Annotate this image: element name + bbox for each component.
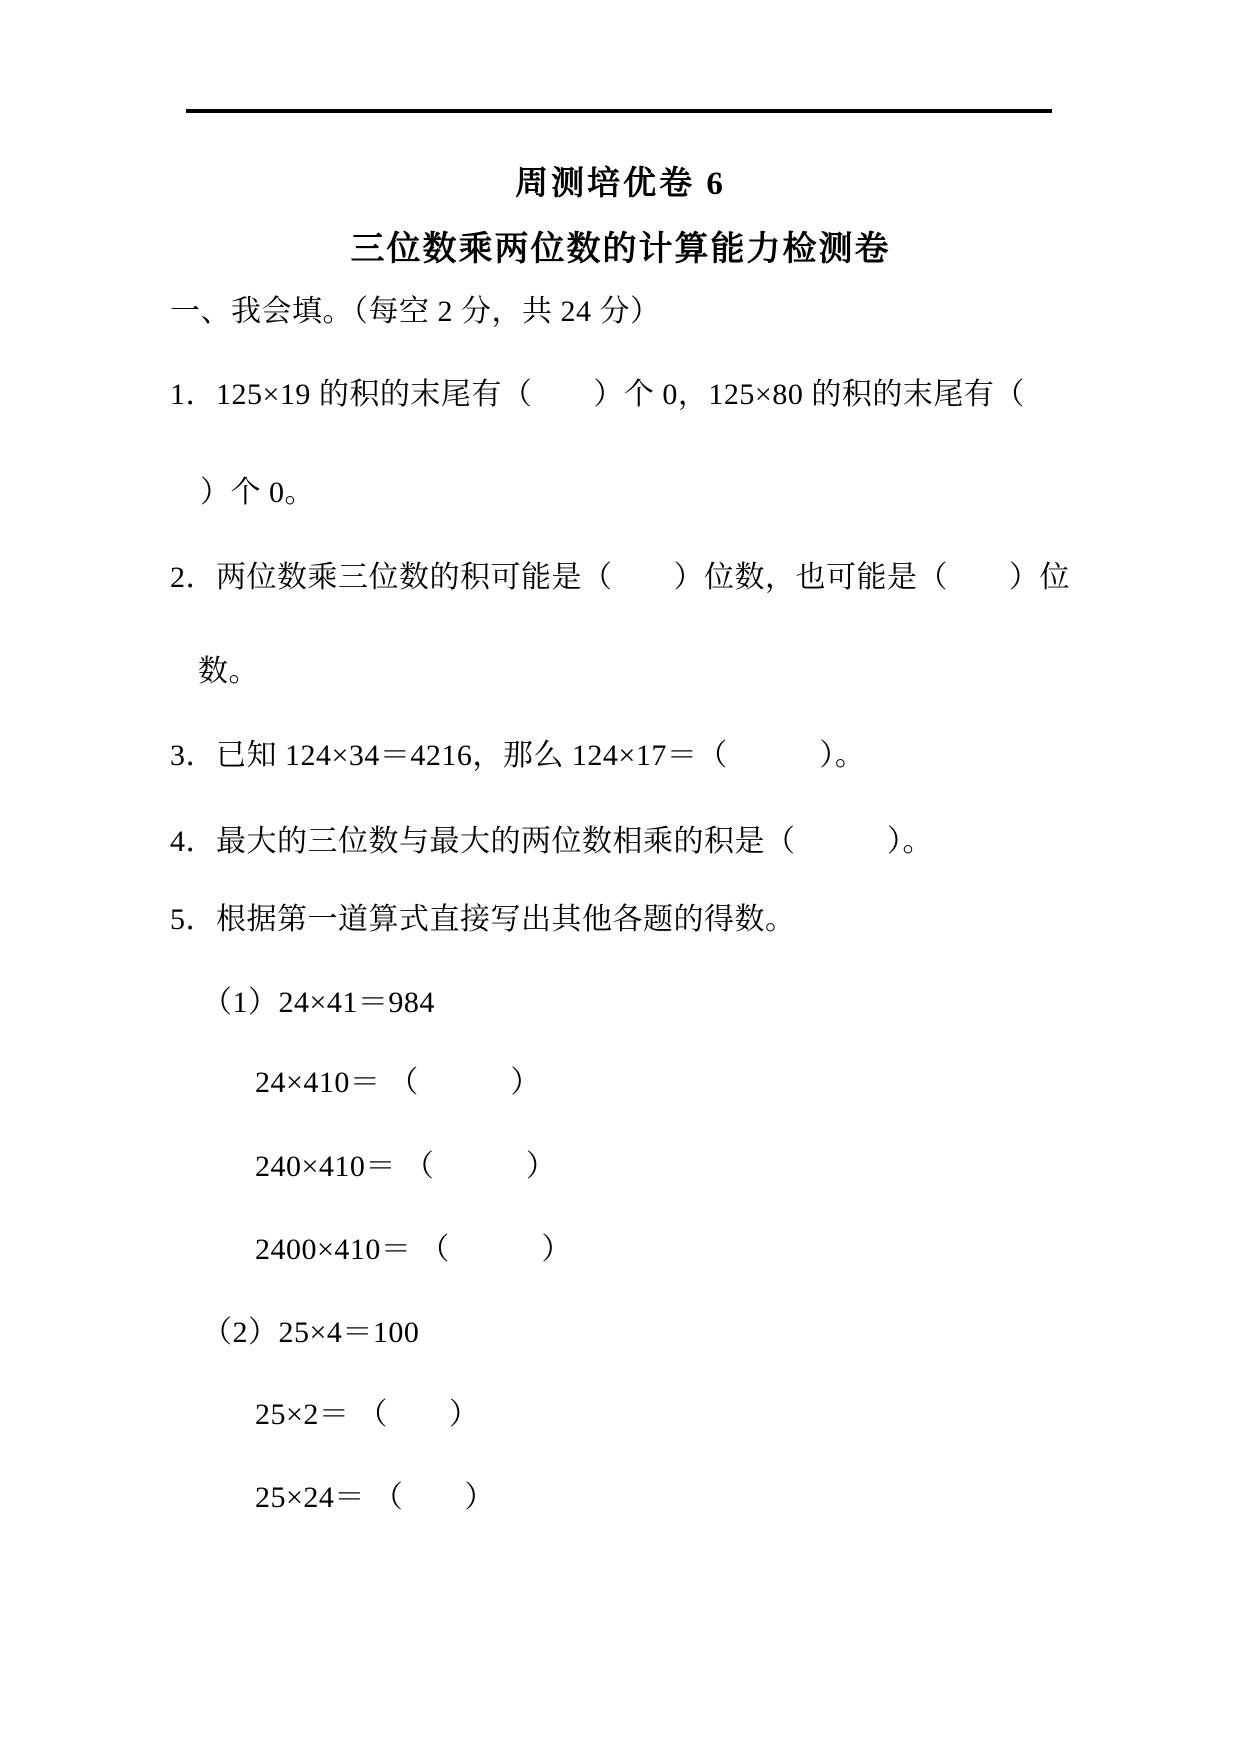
question-5-group-2-item-1: 25×2＝ （ ） xyxy=(255,1398,480,1431)
worksheet-subtitle: 三位数乘两位数的计算能力检测卷 xyxy=(350,231,891,268)
question-2-line-1: 2．两位数乘三位数的积可能是（ ）位数，也可能是（ ）位 xyxy=(170,561,1070,594)
question-5-group-1-item-1: 24×410＝ （ ） xyxy=(255,1066,541,1099)
question-5-intro: 5．根据第一道算式直接写出其他各题的得数。 xyxy=(170,903,796,936)
question-5-group-2-given: （2）25×4＝100 xyxy=(202,1316,420,1349)
question-4: 4．最大的三位数与最大的两位数相乘的积是（ ）。 xyxy=(170,825,933,858)
question-5-group-2-item-2: 25×24＝ （ ） xyxy=(255,1481,495,1514)
question-5-group-1-given: （1）24×41＝984 xyxy=(202,986,435,1019)
worksheet-title: 周测培优卷 6 xyxy=(515,166,726,202)
question-5-group-1-item-3: 2400×410＝ （ ） xyxy=(255,1233,572,1266)
question-1-line-1: 1．125×19 的积的末尾有（ ）个 0，125×80 的积的末尾有（ xyxy=(170,378,1025,411)
question-2-line-2: 数。 xyxy=(198,655,259,688)
section-one-heading: 一、我会填。（每空 2 分，共 24 分） xyxy=(170,295,661,328)
question-5-group-1-item-2: 240×410＝ （ ） xyxy=(255,1150,557,1183)
header-rule xyxy=(186,109,1052,113)
question-1-line-2: ）个 0。 xyxy=(200,476,315,509)
question-3: 3．已知 124×34＝4216，那么 124×17＝（ ）。 xyxy=(170,739,866,772)
